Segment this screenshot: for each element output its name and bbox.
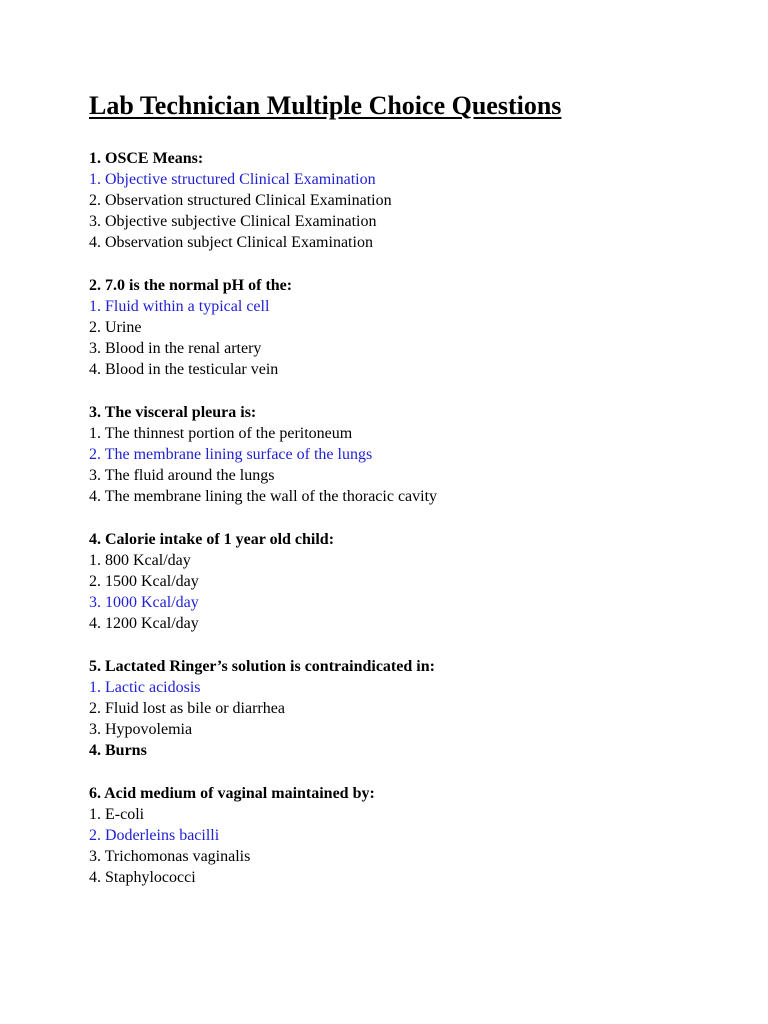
question-text: 6. Acid medium of vaginal maintained by: xyxy=(89,785,375,802)
question-block xyxy=(89,148,749,253)
answer-option: 1. E-coli xyxy=(89,806,145,823)
question-block xyxy=(89,402,749,507)
document-page xyxy=(89,88,749,910)
correct-answer-option: 2. The membrane lining surface of the lungs xyxy=(89,446,373,463)
answer-option: 3. Blood in the renal artery xyxy=(89,340,262,357)
answer-option: 2. Observation structured Clinical Examination xyxy=(89,192,392,209)
option-list xyxy=(89,550,749,634)
answer-option: 2. Urine xyxy=(89,319,142,336)
answer-option: 4. Burns xyxy=(89,742,147,759)
question-block xyxy=(89,656,749,761)
option-list xyxy=(89,804,749,888)
correct-answer-option: 2. Doderleins bacilli xyxy=(89,827,220,844)
document-title: Lab Technician Multiple Choice Questions xyxy=(89,91,562,120)
answer-option: 3. Hypovolemia xyxy=(89,721,193,738)
question-text: 2. 7.0 is the normal pH of the: xyxy=(89,277,293,294)
answer-option: 4. Blood in the testicular vein xyxy=(89,361,279,378)
answer-option: 2. Fluid lost as bile or diarrhea xyxy=(89,700,285,717)
answer-option: 2. 1500 Kcal/day xyxy=(89,573,199,590)
question-text: 1. OSCE Means: xyxy=(89,150,204,167)
correct-answer-option: 3. 1000 Kcal/day xyxy=(89,594,199,611)
question-block xyxy=(89,529,749,634)
answer-option: 4. Observation subject Clinical Examination xyxy=(89,234,373,251)
correct-answer-option: 1. Objective structured Clinical Examination xyxy=(89,171,376,188)
question-list xyxy=(89,148,749,888)
question-block xyxy=(89,783,749,888)
option-list xyxy=(89,677,749,761)
answer-option: 3. The fluid around the lungs xyxy=(89,467,275,484)
correct-answer-option: 1. Fluid within a typical cell xyxy=(89,298,270,315)
option-list xyxy=(89,169,749,253)
question-block xyxy=(89,275,749,380)
answer-option: 4. The membrane lining the wall of the thoracic cavity xyxy=(89,488,438,505)
answer-option: 3. Trichomonas vaginalis xyxy=(89,848,251,865)
answer-option: 4. 1200 Kcal/day xyxy=(89,615,199,632)
question-text: 3. The visceral pleura is: xyxy=(89,404,257,421)
option-list xyxy=(89,296,749,380)
question-text: 4. Calorie intake of 1 year old child: xyxy=(89,531,335,548)
option-list xyxy=(89,423,749,507)
answer-option: 1. 800 Kcal/day xyxy=(89,552,191,569)
answer-option: 1. The thinnest portion of the peritoneum xyxy=(89,425,353,442)
answer-option: 3. Objective subjective Clinical Examination xyxy=(89,213,377,230)
question-text: 5. Lactated Ringer’s solution is contraindicated in: xyxy=(89,658,435,675)
answer-option: 4. Staphylococci xyxy=(89,869,196,886)
correct-answer-option: 1. Lactic acidosis xyxy=(89,679,201,696)
